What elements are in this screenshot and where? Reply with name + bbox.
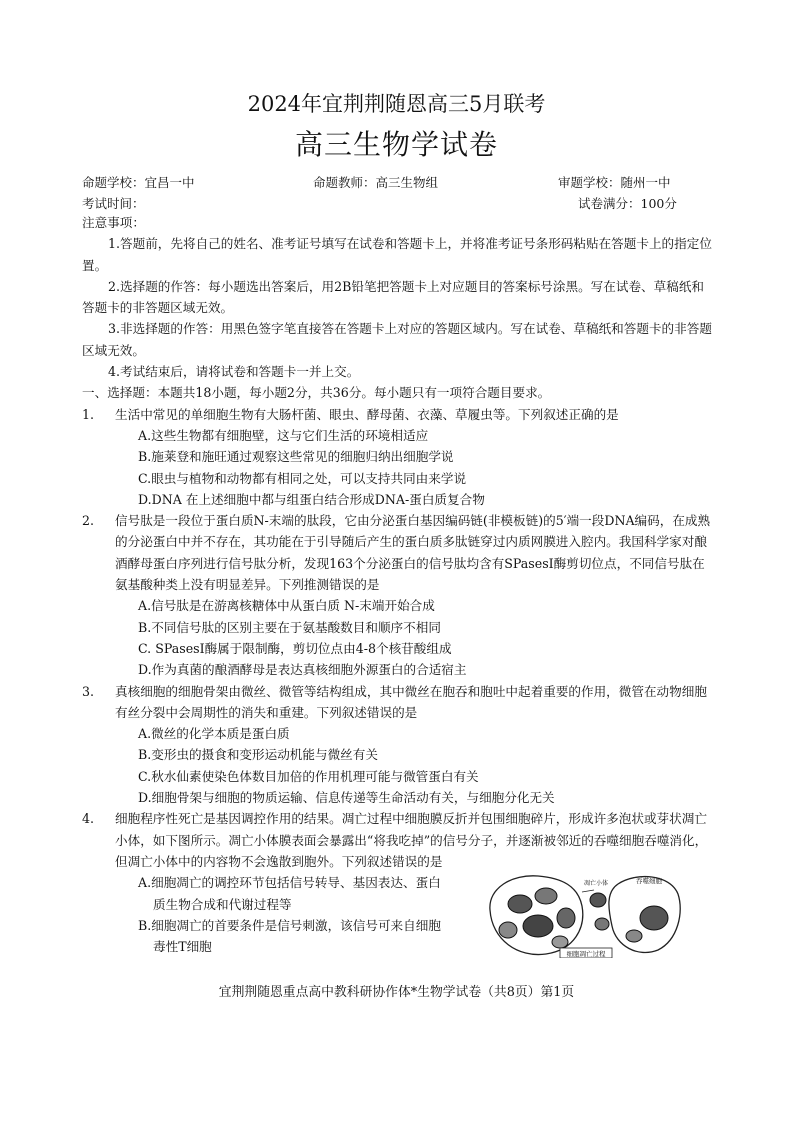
note-item: 2.选择题的作答：每小题选出答案后，用2B铅笔把答题卡上对应题目的答案标号涂黑。写在试卷、草稿纸和答题卡的非答题区域无效。 bbox=[82, 278, 705, 316]
meta-score: 试卷满分：100分 bbox=[578, 196, 677, 211]
option-b bbox=[115, 915, 478, 958]
section-heading: 一、选择题：本题共18小题，每小题2分，共36分。每小题只有一项符合题目要求。 bbox=[82, 385, 551, 401]
apoptotic-body-blob bbox=[523, 915, 553, 937]
option-b-continuation: 毒性T细胞 bbox=[153, 939, 212, 955]
meta-school: 命题学校：宜昌一中 bbox=[82, 175, 195, 190]
apoptotic-body-blob bbox=[499, 922, 517, 938]
option-a-line: A.细胞凋亡的调控环节包括信号转导、基因表达、蛋白 bbox=[138, 875, 441, 891]
apoptotic-body-blob bbox=[552, 936, 568, 948]
option-b: B.施莱登和施旺通过观察这些常见的细胞归纳出细胞学说 bbox=[138, 449, 454, 465]
note-item: 4.考试结束后，请将试卷和答题卡一并上交。 bbox=[108, 364, 360, 380]
label-phagocyte: 吞噬细胞 bbox=[636, 877, 662, 885]
note-item: 3.非选择题的作答：用黑色签字笔直接答在答题卡上对应的答题区域内。写在试卷、草稿纸和答题卡的非答题区域无效。 bbox=[82, 321, 712, 358]
apoptotic-body-blob bbox=[557, 908, 575, 928]
option-a-continuation: 质生物合成和代谢过程等 bbox=[153, 896, 292, 912]
label-leader-line bbox=[582, 890, 594, 892]
option-d: D.作为真菌的酿酒酵母是表达真核细胞外源蛋白的合适宿主 bbox=[138, 662, 467, 678]
question-number: 2. bbox=[82, 513, 95, 529]
label-apoptotic-body: 凋亡小体 bbox=[584, 880, 609, 887]
option-a: A.微丝的化学本质是蛋白质 bbox=[138, 726, 290, 742]
question-number: 1. bbox=[82, 406, 95, 422]
question-stem: 生活中常见的单细胞生物有大肠杆菌、眼虫、酵母菌、衣藻、草履虫等。下列叙述正确的是 bbox=[115, 406, 619, 422]
question-stem: 真核细胞的细胞骨架由微丝、微管等结构组成，其中微丝在胞吞和胞吐中起着重要的作用，微管在动物细胞有丝分裂中会周期性的消失和重建。下列叙述错误的是 bbox=[115, 683, 707, 720]
question-3 bbox=[82, 681, 712, 809]
engulfed-body bbox=[626, 930, 642, 942]
option-b-line: B.细胞凋亡的首要条件是信号刺激，该信号可来自细胞 bbox=[138, 917, 441, 933]
exam-body bbox=[82, 212, 712, 957]
notes-heading: 注意事项： bbox=[82, 215, 145, 230]
phagocyte-nucleus bbox=[640, 906, 668, 930]
question-stem: 细胞程序性死亡是基因调控作用的结果。凋亡过程中细胞膜反折并包围细胞碎片，形成许多泡状或芽状凋亡小体，如下图所示。凋亡小体膜表面会暴露出“将我吃掉”的信号分子，并逐渐被邻近的吞噬细胞吞噬消化，但凋亡小体中的内容物不会逸散到胞外。下列叙述错误的是 bbox=[115, 811, 708, 869]
meta-teacher: 命题教师：高三生物组 bbox=[313, 175, 439, 190]
note-item: 1.答题前，先将自己的姓名、准考证号填写在试卷和答题卡上，并将准考证号条形码粘贴在答题卡上的指定位置。 bbox=[82, 236, 712, 273]
question-2 bbox=[82, 510, 712, 680]
question-1 bbox=[82, 404, 712, 510]
exam-subject-title: 高三生物学试卷 bbox=[294, 128, 498, 161]
apoptotic-body-blob bbox=[590, 893, 606, 907]
apoptotic-body-blob bbox=[508, 895, 532, 913]
page-footer: 宜荆荆随恩重点高中教科研协作体*生物学试卷（共8页）第1页 bbox=[218, 985, 575, 1000]
exam-title: 2024年宜荆荆随恩高三5月联考 bbox=[247, 92, 546, 116]
meta-review-school: 审题学校：随州一中 bbox=[558, 175, 671, 190]
option-a bbox=[115, 872, 478, 915]
meta-time: 考试时间： bbox=[82, 196, 145, 211]
question-number: 3. bbox=[82, 683, 95, 699]
option-d: D.DNA 在上述细胞中都与组蛋白结合形成DNA-蛋白质复合物 bbox=[138, 491, 485, 507]
apoptotic-body-blob bbox=[535, 888, 557, 904]
apoptosis-figure bbox=[478, 870, 683, 958]
question-number: 4. bbox=[82, 811, 95, 827]
option-b: B.不同信号肽的区别主要在于氨基酸数目和顺序不相同 bbox=[138, 619, 441, 635]
option-c: C.眼虫与植物和动物都有相同之处，可以支持共同由来学说 bbox=[138, 470, 467, 486]
question-stem: 信号肽是一段位于蛋白质N-末端的肽段，它由分泌蛋白基因编码链(非模板链)的5′端一段DNA编码，在成熟的分泌蛋白中并不存在，其功能在于引导随后产生的蛋白质多肽链穿过内质网膜进入腔内。我国科学家对酿酒酵母蛋白序列进行信号肽分析，发现163个分泌蛋白的信号肽均含有SPasesI酶剪切位点，不同信号肽在氨基酸种类上没有明显差异。下列推测错误的是 bbox=[115, 513, 711, 593]
option-c: C. SPasesI酶属于限制酶，剪切位点由4-8个核苷酸组成 bbox=[138, 640, 452, 656]
option-c: C.秋水仙素使染色体数目加倍的作用机理可能与微管蛋白有关 bbox=[138, 768, 479, 784]
figure-caption: 细胞凋亡过程 bbox=[566, 950, 606, 958]
option-b: B.变形虫的摄食和变形运动机能与微丝有关 bbox=[138, 747, 378, 763]
option-d: D.细胞骨架与细胞的物质运输、信息传递等生命活动有关，与细胞分化无关 bbox=[138, 790, 555, 806]
apoptotic-body-blob bbox=[595, 918, 609, 930]
option-a: A.这些生物都有细胞壁，这与它们生活的环境相适应 bbox=[138, 427, 429, 443]
option-a: A.信号肽是在游离核糖体中从蛋白质 N-末端开始合成 bbox=[138, 598, 435, 614]
